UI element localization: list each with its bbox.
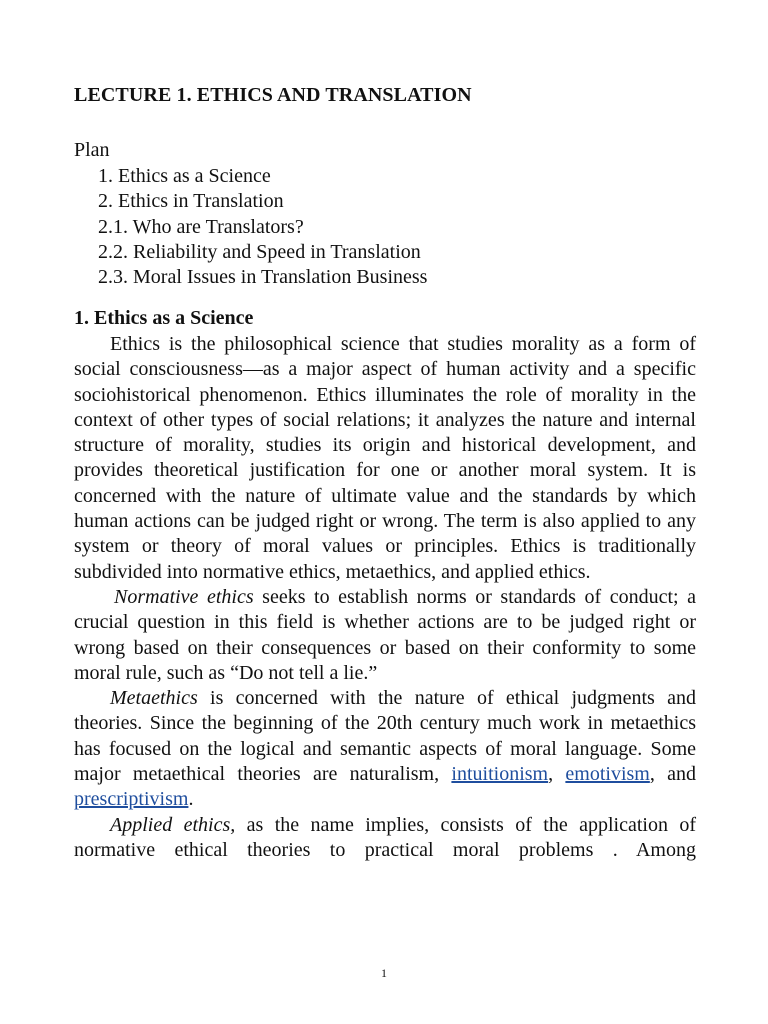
plan-item: 2.3. Moral Issues in Translation Business	[98, 266, 428, 289]
paragraph-text: as the name implies, consists of the application of normative ethical theories to practical moral problems . Among	[74, 813, 696, 861]
term-metaethics: Metaethics	[110, 687, 198, 710]
paragraph-text: is concerned with the nature of ethical judgments and theories. Since the beginning of the 20th century much work in metaethics has focused on the logical and semantic aspects of moral language. Some major metaethical theories are naturalism,	[74, 687, 696, 786]
separator: .	[188, 788, 194, 811]
lecture-title: LECTURE 1. ETHICS AND TRANSLATION	[74, 84, 472, 106]
paragraph-normative-ethics	[74, 585, 696, 686]
separator: ,	[548, 763, 566, 786]
paragraph-applied-ethics	[74, 813, 696, 864]
plan-item: 2.2. Reliability and Speed in Translation	[98, 240, 421, 263]
term-normative-ethics: Normative ethics	[114, 585, 254, 608]
page-number: 1	[381, 966, 387, 980]
section-heading: 1. Ethics as a Science	[74, 307, 254, 329]
separator: , and	[649, 763, 697, 786]
section-body	[74, 332, 696, 863]
paragraph-ethics-definition: Ethics is the philosophical science that studies morality as a form of social consciousness—as a major aspect of human activity and a specific sociohistorical phenomenon. Ethics illuminates the role of morality in the context of other types of social relations; it analyzes the nature and internal structure of morality, studies its origin and historical development, and provides theoretical justification for one or another moral system. It is concerned with the nature of ultimate value and the standards by which human actions can be judged right or wrong. The term is also applied to any system or theory of moral values or principles. Ethics is traditionally subdivided into normative ethics, metaethics, and applied ethics.	[74, 333, 696, 583]
plan-item: 1. Ethics as a Science	[98, 165, 271, 187]
link-intuitionism[interactable]: intuitionism	[451, 763, 549, 786]
paragraph-text: seeks to establish norms or standards of conduct; a crucial question in this field is whether actions are to be judged right or wrong based on their consequences or based on their conformity to some moral rule, such as “Do not tell a lie.”	[74, 585, 697, 684]
plan-item: 2. Ethics in Translation	[98, 190, 284, 213]
paragraph-metaethics	[74, 686, 696, 812]
link-emotivism[interactable]: emotivism	[565, 763, 650, 786]
plan-list	[98, 164, 427, 290]
link-prescriptivism[interactable]: prescriptivism	[74, 788, 189, 811]
plan-label: Plan	[74, 139, 110, 161]
term-applied-ethics: Applied ethics,	[110, 813, 236, 836]
plan-item: 2.1. Who are Translators?	[98, 215, 304, 238]
